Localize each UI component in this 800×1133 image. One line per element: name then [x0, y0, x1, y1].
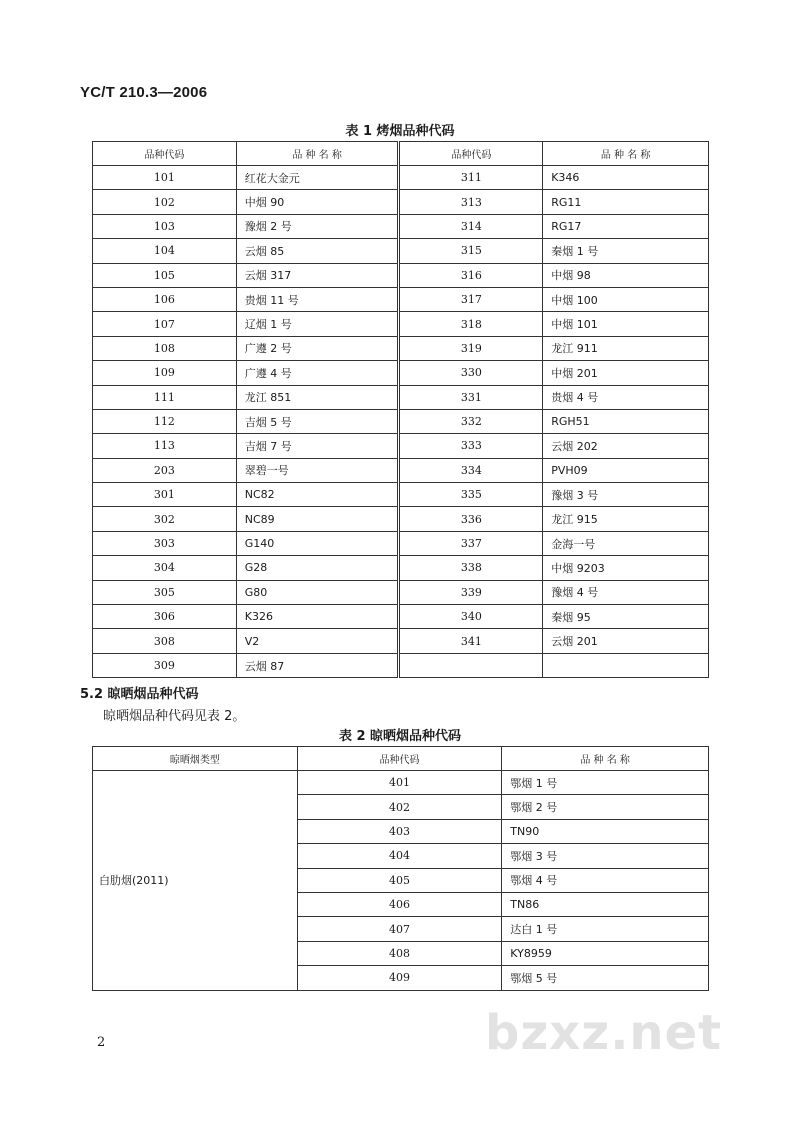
variety-name-cell: [543, 653, 709, 677]
variety-code-cell: 333: [399, 434, 543, 458]
variety-code-cell: 301: [93, 483, 237, 507]
table1-row: [93, 263, 709, 287]
variety-name-cell: 龙江 851: [236, 385, 399, 409]
variety-code-cell: 113: [93, 434, 237, 458]
variety-code-cell: 409: [297, 966, 502, 990]
table1-row: [93, 434, 709, 458]
watermark: bzxz.net: [485, 1005, 723, 1061]
variety-name-cell: G140: [236, 531, 399, 555]
table1-row: [93, 409, 709, 433]
variety-code-cell: 103: [93, 214, 237, 238]
variety-code-cell: 405: [297, 868, 502, 892]
table1-header-row: [93, 142, 709, 166]
variety-name-cell: 秦烟 95: [543, 605, 709, 629]
variety-name-cell: 云烟 85: [236, 239, 399, 263]
variety-name-cell: G28: [236, 556, 399, 580]
variety-code-cell: 109: [93, 361, 237, 385]
variety-name-cell: RG17: [543, 214, 709, 238]
variety-code-cell: 401: [297, 771, 502, 795]
variety-name-cell: 鄂烟 2 号: [502, 795, 709, 819]
table2-header-code: 品种代码: [297, 747, 502, 771]
page-number: 2: [97, 1035, 106, 1050]
table2-body: [93, 771, 709, 991]
variety-name-cell: 中烟 101: [543, 312, 709, 336]
variety-code-cell: 311: [399, 166, 543, 190]
table1-row: [93, 629, 709, 653]
table1-row: [93, 287, 709, 311]
variety-code-cell: [399, 653, 543, 677]
table1-header-code: 品种代码: [93, 142, 237, 166]
variety-name-cell: 广遵 4 号: [236, 361, 399, 385]
variety-code-cell: 304: [93, 556, 237, 580]
table2-header-type: 晾晒烟类型: [93, 747, 298, 771]
variety-name-cell: 云烟 202: [543, 434, 709, 458]
variety-name-cell: 贵烟 11 号: [236, 287, 399, 311]
variety-code-cell: 407: [297, 917, 502, 941]
table1-body: [93, 166, 709, 678]
variety-code-cell: 332: [399, 409, 543, 433]
table1-caption: 表 1 烤烟品种代码: [345, 124, 455, 139]
variety-name-cell: 中烟 9203: [543, 556, 709, 580]
variety-name-cell: PVH09: [543, 458, 709, 482]
variety-code-cell: 403: [297, 819, 502, 843]
variety-name-cell: 吉烟 7 号: [236, 434, 399, 458]
variety-name-cell: 广遵 2 号: [236, 336, 399, 360]
variety-name-cell: 鄂烟 3 号: [502, 844, 709, 868]
variety-code-cell: 335: [399, 483, 543, 507]
table1-row: [93, 458, 709, 482]
table1: [92, 141, 709, 678]
variety-name-cell: K326: [236, 605, 399, 629]
variety-name-cell: 豫烟 4 号: [543, 580, 709, 604]
variety-name-cell: RG11: [543, 190, 709, 214]
table1-row: [93, 483, 709, 507]
variety-code-cell: 101: [93, 166, 237, 190]
variety-name-cell: KY8959: [502, 941, 709, 965]
variety-code-cell: 108: [93, 336, 237, 360]
table1-row: [93, 312, 709, 336]
variety-name-cell: 豫烟 3 号: [543, 483, 709, 507]
variety-name-cell: 鄂烟 5 号: [502, 966, 709, 990]
variety-code-cell: 338: [399, 556, 543, 580]
section-text: 晾晒烟品种代码见表 2。: [103, 709, 246, 724]
table2: [92, 746, 709, 991]
variety-code-cell: 314: [399, 214, 543, 238]
variety-name-cell: 龙江 915: [543, 507, 709, 531]
variety-code-cell: 336: [399, 507, 543, 531]
table1-row: [93, 556, 709, 580]
variety-name-cell: G80: [236, 580, 399, 604]
variety-code-cell: 330: [399, 361, 543, 385]
variety-code-cell: 316: [399, 263, 543, 287]
table1-header-name-2: 品 种 名 称: [543, 142, 709, 166]
table1-row: [93, 214, 709, 238]
variety-name-cell: 云烟 201: [543, 629, 709, 653]
variety-name-cell: 豫烟 2 号: [236, 214, 399, 238]
variety-code-cell: 317: [399, 287, 543, 311]
variety-code-cell: 313: [399, 190, 543, 214]
variety-name-cell: 中烟 90: [236, 190, 399, 214]
variety-code-cell: 104: [93, 239, 237, 263]
variety-code-cell: 334: [399, 458, 543, 482]
table1-row: [93, 336, 709, 360]
variety-name-cell: 贵烟 4 号: [543, 385, 709, 409]
section-heading: 5.2 晾晒烟品种代码: [80, 687, 199, 702]
variety-name-cell: 鄂烟 1 号: [502, 771, 709, 795]
table2-row: [93, 771, 709, 795]
variety-name-cell: 吉烟 5 号: [236, 409, 399, 433]
table1-row: [93, 507, 709, 531]
variety-name-cell: RGH51: [543, 409, 709, 433]
variety-name-cell: 鄂烟 4 号: [502, 868, 709, 892]
variety-name-cell: 红花大金元: [236, 166, 399, 190]
variety-code-cell: 111: [93, 385, 237, 409]
variety-code-cell: 306: [93, 605, 237, 629]
table1-row: [93, 190, 709, 214]
variety-code-cell: 406: [297, 892, 502, 916]
table1-header-name: 品 种 名 称: [236, 142, 399, 166]
variety-code-cell: 102: [93, 190, 237, 214]
variety-name-cell: V2: [236, 629, 399, 653]
variety-name-cell: K346: [543, 166, 709, 190]
variety-code-cell: 319: [399, 336, 543, 360]
table2-header-row: [93, 747, 709, 771]
variety-code-cell: 309: [93, 653, 237, 677]
table2-header-name: 品 种 名 称: [502, 747, 709, 771]
variety-name-cell: NC82: [236, 483, 399, 507]
table1-row: [93, 385, 709, 409]
variety-code-cell: 408: [297, 941, 502, 965]
variety-name-cell: 辽烟 1 号: [236, 312, 399, 336]
variety-name-cell: 龙江 911: [543, 336, 709, 360]
table1-row: [93, 531, 709, 555]
variety-name-cell: 云烟 87: [236, 653, 399, 677]
variety-name-cell: 秦烟 1 号: [543, 239, 709, 263]
variety-code-cell: 404: [297, 844, 502, 868]
table1-header-code-2: 品种代码: [399, 142, 543, 166]
variety-name-cell: TN90: [502, 819, 709, 843]
variety-code-cell: 302: [93, 507, 237, 531]
tobacco-type-cell: 白肋烟(2011): [93, 771, 298, 991]
standard-code: YC/T 210.3—2006: [80, 84, 208, 101]
variety-code-cell: 340: [399, 605, 543, 629]
table1-row: [93, 166, 709, 190]
table1-row: [93, 361, 709, 385]
variety-name-cell: TN86: [502, 892, 709, 916]
variety-code-cell: 305: [93, 580, 237, 604]
variety-code-cell: 402: [297, 795, 502, 819]
variety-code-cell: 341: [399, 629, 543, 653]
variety-code-cell: 331: [399, 385, 543, 409]
variety-code-cell: 203: [93, 458, 237, 482]
table1-row: [93, 605, 709, 629]
variety-name-cell: 中烟 201: [543, 361, 709, 385]
variety-name-cell: 中烟 98: [543, 263, 709, 287]
variety-code-cell: 308: [93, 629, 237, 653]
variety-name-cell: 中烟 100: [543, 287, 709, 311]
variety-name-cell: NC89: [236, 507, 399, 531]
variety-code-cell: 106: [93, 287, 237, 311]
table2-caption: 表 2 晾晒烟品种代码: [338, 729, 462, 744]
table1-row: [93, 580, 709, 604]
variety-code-cell: 339: [399, 580, 543, 604]
variety-code-cell: 337: [399, 531, 543, 555]
variety-name-cell: 金海一号: [543, 531, 709, 555]
variety-code-cell: 315: [399, 239, 543, 263]
variety-code-cell: 112: [93, 409, 237, 433]
variety-code-cell: 105: [93, 263, 237, 287]
table1-row: [93, 653, 709, 677]
variety-name-cell: 云烟 317: [236, 263, 399, 287]
table1-row: [93, 239, 709, 263]
variety-name-cell: 达白 1 号: [502, 917, 709, 941]
variety-name-cell: 翠碧一号: [236, 458, 399, 482]
variety-code-cell: 303: [93, 531, 237, 555]
variety-code-cell: 318: [399, 312, 543, 336]
variety-code-cell: 107: [93, 312, 237, 336]
